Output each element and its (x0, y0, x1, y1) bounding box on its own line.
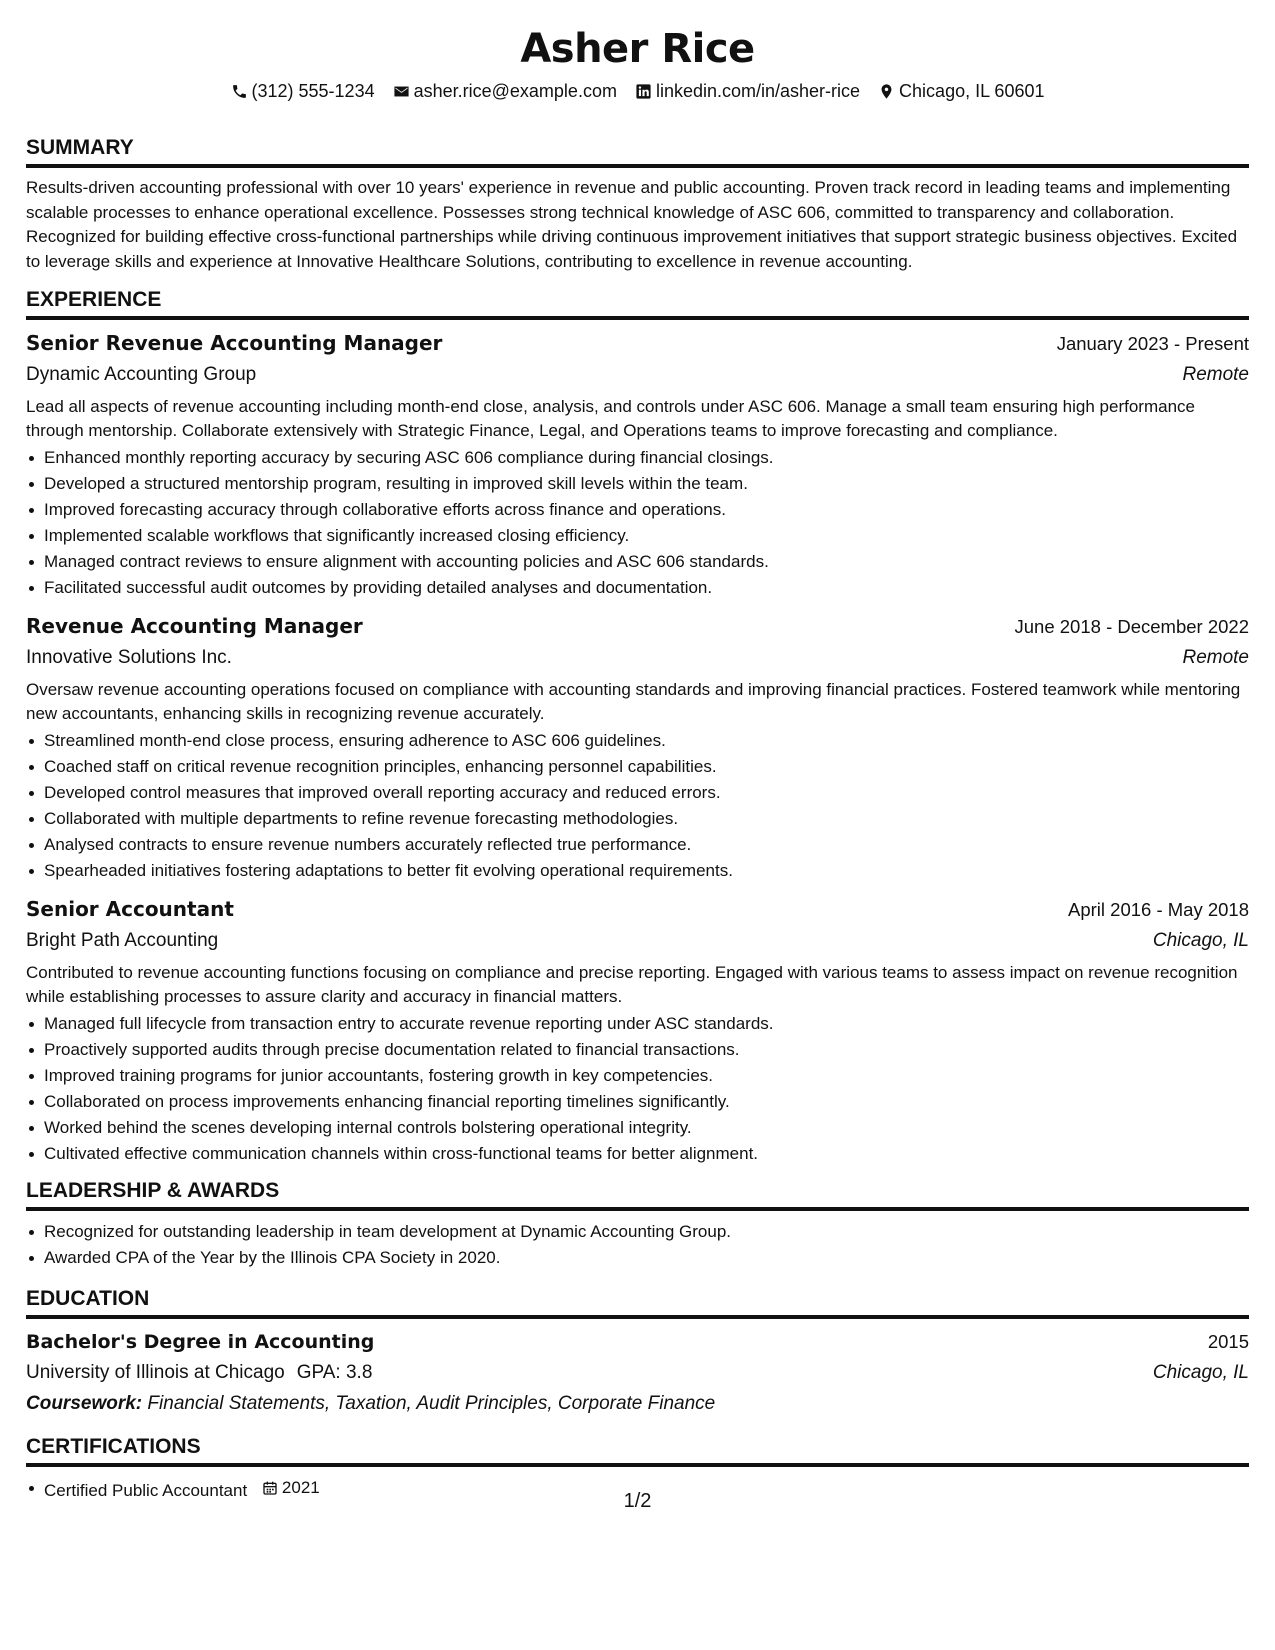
list-item: Awarded CPA of the Year by the Illinois CPA Society in 2020. (44, 1245, 1249, 1271)
list-item: Enhanced monthly reporting accuracy by securing ASC 606 compliance during financial closings. (44, 445, 1249, 471)
list-item: Developed a structured mentorship program, resulting in improved skill levels within the team. (44, 471, 1249, 497)
job-description: Oversaw revenue accounting operations focused on compliance with accounting standards and improving financial practices. Fostered teamwork while mentoring new accountants, enhancing skills in recognizing revenue accurately. (26, 680, 1241, 723)
job-entry (26, 611, 1249, 884)
gpa: GPA: 3.8 (296, 1362, 373, 1383)
list-item: Cultivated effective communication channels within cross-functional teams for better alignment. (44, 1141, 1249, 1167)
coursework-list: Financial Statements, Taxation, Audit Principles, Corporate Finance (147, 1393, 716, 1414)
list-item: Recognized for outstanding leadership in team development at Dynamic Accounting Group. (44, 1219, 1249, 1245)
list-item: Improved training programs for junior accountants, fostering growth in key competencies. (44, 1063, 1249, 1089)
job-location: Chicago, IL (1152, 930, 1249, 951)
contact-location (878, 80, 1044, 102)
list-item: Spearheaded initiatives fostering adaptations to better fit evolving operational requirements. (44, 858, 1249, 884)
job-dates: April 2016 - May 2018 (1068, 899, 1249, 920)
section-title-education: EDUCATION (26, 1285, 1249, 1319)
section-title-experience: EXPERIENCE (26, 286, 1249, 320)
phone-icon (231, 83, 248, 100)
coursework-label: Coursework: (26, 1393, 143, 1414)
location-text: Chicago, IL 60601 (899, 81, 1045, 101)
leadership-list (26, 1219, 1249, 1271)
list-item: Streamlined month-end close process, ensuring adherence to ASC 606 guidelines. (44, 728, 1249, 754)
list-item: Analysed contracts to ensure revenue numbers accurately reflected true performance. (44, 832, 1249, 858)
job-entry (26, 894, 1249, 1167)
email-link[interactable]: asher.rice@example.com (413, 81, 617, 101)
contact-linkedin[interactable] (635, 80, 860, 102)
job-title: Senior Revenue Accounting Manager (26, 331, 443, 355)
list-item: Improved forecasting accuracy through collaborative efforts across finance and operations. (44, 497, 1249, 523)
list-item: Implemented scalable workflows that significantly increased closing efficiency. (44, 523, 1249, 549)
page-number: 1/2 (623, 1490, 652, 1512)
linkedin-icon (635, 83, 652, 100)
job-bullets (26, 728, 1249, 884)
school-name: University of Illinois at Chicago (26, 1362, 285, 1383)
list-item: Developed control measures that improved overall reporting accuracy and reduced errors. (44, 780, 1249, 806)
degree-title: Bachelor's Degree in Accounting (26, 1331, 375, 1353)
job-company: Dynamic Accounting Group (26, 364, 257, 385)
list-item: Collaborated with multiple departments to refine revenue forecasting methodologies. (44, 806, 1249, 832)
section-title-certifications: CERTIFICATIONS (26, 1433, 1249, 1467)
section-title-summary: SUMMARY (26, 134, 1249, 168)
summary-section (26, 134, 1249, 274)
education-section (26, 1285, 1249, 1419)
job-company: Innovative Solutions Inc. (26, 647, 232, 668)
linkedin-link[interactable]: linkedin.com/in/asher-rice (655, 81, 861, 101)
job-bullets (26, 445, 1249, 601)
list-item: Coached staff on critical revenue recognition principles, enhancing personnel capabilities. (44, 754, 1249, 780)
job-title: Senior Accountant (26, 897, 234, 921)
contact-bar (26, 80, 1249, 102)
list-item: Proactively supported audits through precise documentation related to financial transactions. (44, 1037, 1249, 1063)
job-location: Remote (1182, 647, 1249, 668)
list-item: Managed contract reviews to ensure alignment with accounting policies and ASC 606 standards. (44, 549, 1249, 575)
list-item: Facilitated successful audit outcomes by providing detailed analyses and documentation. (44, 575, 1249, 601)
leadership-section (26, 1177, 1249, 1271)
cert-year: 2021 (281, 1478, 320, 1497)
map-pin-icon (878, 83, 895, 100)
job-dates: June 2018 - December 2022 (1014, 616, 1249, 637)
contact-email[interactable] (393, 80, 617, 102)
job-company: Bright Path Accounting (26, 930, 219, 951)
summary-text: Results-driven accounting professional with over 10 years' experience in revenue and public accounting. Proven track record in leading teams and implementing scalable processes to enhance operational excellence. Possesses strong technical knowledge of ASC 606, committed to transparency and collaboration. Recognized for building effective cross-functional partnerships while driving continuous improvement initiatives that support strategic business objectives. Excited to leverage skills and experience at Innovative Healthcare Solutions, contributing to excellence in revenue accounting. (26, 178, 1238, 271)
job-location: Remote (1182, 364, 1249, 385)
experience-section (26, 286, 1249, 1167)
list-item: Worked behind the scenes developing internal controls bolstering operational integrity. (44, 1115, 1249, 1141)
job-description: Contributed to revenue accounting functions focusing on compliance and precise reporting. Engaged with various teams to assess impact on revenue recognition while establishing processes to assure clarity and accuracy in financial matters. (26, 963, 1238, 1006)
list-item: Managed full lifecycle from transaction entry to accurate revenue reporting under ASC standards. (44, 1011, 1249, 1037)
job-entry (26, 328, 1249, 601)
contact-phone (231, 80, 375, 102)
section-title-leadership: LEADERSHIP & AWARDS (26, 1177, 1249, 1211)
job-title: Revenue Accounting Manager (26, 614, 363, 638)
phone-text: (312) 555-1234 (251, 81, 375, 101)
job-description: Lead all aspects of revenue accounting including month-end close, analysis, and controls under ASC 606. Manage a small team ensuring high performance through mentorship. Collaborate extensively with Strategic Finance, Legal, and Operations teams to improve forecasting and compliance. (26, 397, 1195, 440)
job-dates: January 2023 - Present (1056, 333, 1249, 354)
envelope-icon (393, 83, 410, 100)
school-location: Chicago, IL (1152, 1362, 1249, 1383)
degree-year: 2015 (1207, 1331, 1249, 1352)
coursework (26, 1389, 1249, 1419)
job-bullets (26, 1011, 1249, 1167)
list-item: Collaborated on process improvements enhancing financial reporting timelines significantly. (44, 1089, 1249, 1115)
candidate-name: Asher Rice (520, 26, 755, 72)
cert-name: Certified Public Accountant (44, 1481, 248, 1500)
